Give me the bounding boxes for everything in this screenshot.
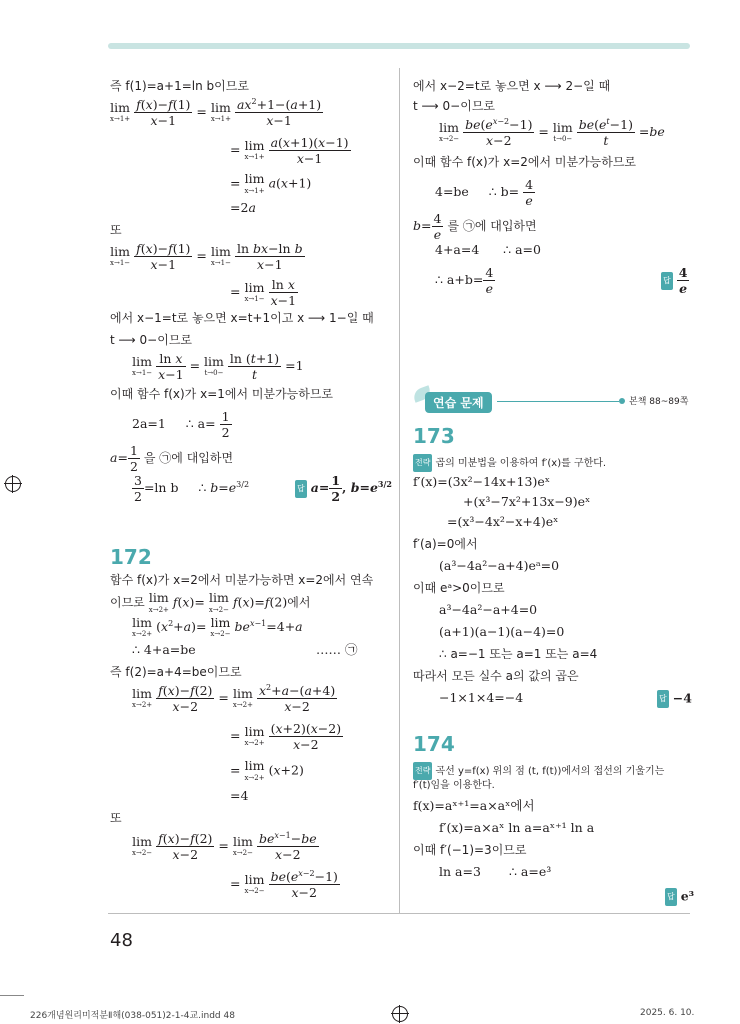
fraction: $\frac{a(x+1)(x-1)}{x-1}$ (270, 135, 349, 167)
crop-mark (0, 995, 24, 996)
math-line: ∴ a=−1 또는 a=1 또는 a=4 (439, 647, 598, 661)
text-line: 즉 f(2)=a+4=be이므로 (110, 665, 242, 679)
text-line: 이때 f′(−1)=3이므로 (413, 843, 527, 857)
math-line: (a³−4a²−a+4)eᵃ=0 (439, 558, 560, 573)
text-line: 함수 f(x)가 x=2에서 미분가능하면 x=2에서 연속 (110, 573, 374, 587)
registration-mark-icon (392, 1006, 408, 1022)
registration-mark-icon (5, 476, 21, 492)
limit: lim x→1− (244, 279, 265, 304)
fraction: $\frac{4}{e}$ (525, 177, 534, 209)
section-badge: 연습 문제 (425, 392, 492, 413)
problem-number-172: 172 (110, 545, 152, 569)
answer: e³ (680, 888, 695, 904)
fraction: $\frac{1}{2}$ (129, 443, 138, 475)
footer-filename: 226개념원리미적분Ⅱ해(038-051)2-1-4교.indd 48 (30, 1011, 235, 1021)
limit: lim x→1− (210, 243, 231, 268)
problem-number-174: 174 (413, 732, 455, 756)
fraction: $\frac{be(e^{x-2}-1)}{x-2}$ (270, 869, 338, 901)
fraction: $\frac{be(e^{x-2}-1)}{x-2}$ (465, 117, 533, 149)
limit: lim x→2+ (232, 685, 253, 710)
bottom-rule (108, 913, 690, 914)
limit: lim x→2− (244, 871, 265, 896)
math-line: =(x³−4x²−x+4)eˣ (447, 514, 559, 529)
text-line: 이때 함수 f(x)가 x=2에서 미분가능하므로 (413, 155, 637, 169)
math-line: a= $\frac{1}{2}$ 을 ㉠에 대입하면 (110, 443, 234, 475)
math-line: = lim x→2− $\frac{be(e^{x-2}-1)}{x-2}$ (230, 869, 338, 901)
math-line: lim x→1+ $\frac{f(x)-f(1)}{x-1}$ = lim x→1+ $\frac{ax^2+1-(a+1)}{x-1}$ (110, 97, 322, 129)
math-line: 4+a=4 ∴ a=0 (435, 242, 541, 257)
math-line: (a+1)(a−1)(a−4)=0 (439, 624, 565, 639)
math-line: lim x→2+ $(x^2+a)=$ lim x→2− $be^{x-1}=4+a$ (132, 614, 303, 639)
strategy-line: f′(t)임을 이용한다. (413, 780, 495, 791)
text-line: t ⟶ 0−이므로 (110, 333, 193, 347)
limit: lim x→2+ (244, 723, 265, 748)
fraction: $\frac{\ln (t+1)}{t}$ (229, 351, 280, 383)
limit: lim x→1− (132, 353, 153, 378)
math-line: 이므로 lim x→2+ f(x)= lim x→2− f(x)=f(2)에서 (110, 590, 311, 614)
fraction: $\frac{f(x)-f(2)}{x-2}$ (158, 683, 213, 715)
equation-mark: …… ㉠ (316, 642, 358, 657)
text-line: 이때 함수 f(x)가 x=1에서 미분가능하므로 (110, 387, 334, 401)
bullet-icon (619, 398, 625, 404)
fraction: $\frac{(x+2)(x-2)}{x-2}$ (270, 721, 342, 753)
math-line: a³−4a²−a+4=0 (439, 602, 538, 617)
fraction: $\frac{x^2+a-(a+4)}{x-2}$ (258, 683, 336, 715)
text-line: 에서 x−1=t로 놓으면 x=t+1이고 x ⟶ 1−일 때 (110, 311, 374, 325)
limit: lim x→2− (208, 590, 229, 614)
column-divider (399, 68, 400, 913)
fraction: $\frac{4}{e}$ (485, 265, 494, 297)
strategy-tag: 전략 (413, 762, 432, 780)
text-line: f′(a)=0에서 (413, 537, 478, 551)
limit: lim x→1+ (210, 99, 231, 124)
limit: lim x→2+ (132, 685, 153, 710)
fraction: $\frac{4}{e}$ (433, 211, 442, 243)
answer: $\frac{4}{e}$ (678, 265, 688, 297)
fraction: $\frac{f(x)-f(2)}{x-2}$ (158, 831, 213, 863)
limit: lim x→2− (232, 833, 253, 858)
answer-label: 답 (657, 690, 669, 708)
math-line: lim x→1− $\frac{f(x)-f(1)}{x-1}$ = lim x→1− $\frac{\text{ln bx−ln b}}{x-1}$ (110, 241, 303, 273)
answer-label: 답 (661, 272, 673, 290)
math-line: = lim x→2+ (x+2) (230, 758, 304, 782)
answer: −4 (672, 690, 692, 706)
math-line: lim x→2− $\frac{be(e^{x-2}-1)}{x-2}$ = lim t→0− $\frac{be(e^t-1)}{t}$ =be (439, 117, 665, 149)
answer-block (661, 266, 689, 295)
problem-number-173: 173 (413, 424, 455, 448)
math-line: =4 (230, 788, 249, 803)
text-line: 또 (110, 811, 122, 825)
answer-label: 답 (665, 888, 677, 906)
text-line: 또 (110, 223, 122, 237)
page-number: 48 (110, 930, 133, 951)
math-line: b= $\frac{4}{e}$ 를 ㉠에 대입하면 (413, 211, 537, 243)
math-line: lim x→2− $\frac{f(x)-f(2)}{x-2}$ = lim x→2− $\frac{be^{x-1}-be}{x-2}$ (132, 831, 317, 863)
math-line: =2a (230, 200, 256, 215)
section-header (413, 388, 691, 414)
limit: lim t→0− (552, 119, 573, 144)
fraction: $\frac{be^{x-1}-be}{x-2}$ (258, 831, 317, 863)
fraction: $\frac{\text{ln x}}{x-1}$ (158, 351, 184, 383)
answer-block (657, 690, 692, 708)
limit: lim x→1+ (244, 171, 265, 195)
text-line: t ⟶ 0−이므로 (413, 99, 496, 113)
math-line: = lim x→1− $\frac{\text{ln x}}{x-1}$ (230, 277, 297, 309)
limit: lim x→2− (210, 614, 231, 639)
answer-label: 답 (295, 480, 307, 498)
limit: lim x→1− (110, 243, 131, 268)
math-line: $\frac{3}{2}$ =ln b ∴ $b=e^{3/2}$ 답 a= $\frac{1}{2}$ , $b=e^{3/2}$ (134, 473, 392, 505)
limit: lim t→0− (204, 353, 224, 378)
fraction: $\frac{be(e^t-1)}{t}$ (578, 117, 633, 149)
math-line: 4=be ∴ b= $\frac{4}{e}$ (435, 177, 534, 209)
text-line: 따라서 모든 실수 a의 값의 곱은 (413, 669, 579, 683)
limit: lim x→2+ (148, 590, 169, 614)
answer: a= $\frac{1}{2}$ , $b=e^{3/2}$ (310, 473, 392, 505)
math-line: lim x→1− $\frac{\text{ln x}}{x-1}$ = lim t→0− $\frac{\ln (t+1)}{t}$ =1 (132, 351, 304, 383)
math-line: 2a=1 ∴ a= $\frac{1}{2}$ (132, 409, 230, 441)
fraction: $\frac{1}{2}$ (221, 409, 230, 441)
math-line: = lim x→1+ $\frac{a(x+1)(x-1)}{x-1}$ (230, 135, 349, 167)
math-line: f(x)=aˣ⁺¹=a×aˣ에서 (413, 798, 535, 813)
math-line: f′(x)=a×aˣ ln a=aˣ⁺¹ ln a (439, 820, 595, 835)
strategy-line: 전략 곱의 미분법을 이용하여 f′(x)를 구한다. (413, 454, 606, 472)
math-line: f′(x)=(3x²−14x+13)eˣ (413, 474, 551, 489)
math-line: −1×1×4=−4 (439, 690, 524, 705)
fraction: $\frac{3}{2}$ (134, 473, 142, 505)
fraction: $\frac{\text{ln x}}{x-1}$ (270, 277, 297, 309)
math-line: ln a=3 (439, 864, 481, 879)
text-line: 에서 x−2=t로 놓으면 x ⟶ 2−일 때 (413, 79, 611, 93)
limit: lim x→2+ (244, 758, 265, 782)
fraction: $\frac{f(x)-f(1)}{x-1}$ (136, 97, 191, 129)
limit: lim x→2− (439, 119, 460, 144)
limit: lim x→1+ (110, 99, 131, 124)
book-reference: 본책 88~89쪽 (629, 397, 689, 407)
math-line: lim x→2+ $\frac{f(x)-f(2)}{x-2}$ = lim x→2+ $\frac{x^2+a-(a+4)}{x-2}$ (132, 683, 336, 715)
limit: lim x→1+ (244, 137, 265, 162)
text-line: 이때 eᵃ>0이므로 (413, 581, 505, 595)
footer-date: 2025. 6. 10. (640, 1008, 695, 1018)
text-line: 즉 f(1)=a+1=ln b이므로 (110, 79, 249, 93)
math-line: ∴ 4+a=be (132, 642, 196, 657)
strategy-line: 전략 곡선 y=f(x) 위의 점 (t, f(t))에서의 접선의 기울기는 (413, 762, 664, 780)
header-rule (108, 43, 690, 49)
limit: lim x→2+ (132, 614, 153, 639)
math-line: ∴ a=e³ (509, 864, 552, 879)
math-line: = lim x→2+ $\frac{(x+2)(x-2)}{x-2}$ (230, 721, 342, 753)
limit: lim x→2− (132, 833, 153, 858)
math-line: +(x³−7x²+13x−9)eˣ (463, 494, 591, 509)
math-line: = lim x→1+ a(x+1) (230, 171, 312, 195)
fraction: $\frac{f(x)-f(1)}{x-1}$ (136, 241, 191, 273)
strategy-tag: 전략 (413, 454, 432, 472)
fraction: $\frac{ax^2+1-(a+1)}{x-1}$ (236, 97, 322, 129)
fraction: $\frac{\text{ln bx−ln b}}{x-1}$ (236, 241, 303, 273)
answer-block (665, 888, 694, 906)
math-line: ∴ a+b= $\frac{4}{e}$ (435, 265, 494, 297)
section-line (497, 401, 619, 402)
